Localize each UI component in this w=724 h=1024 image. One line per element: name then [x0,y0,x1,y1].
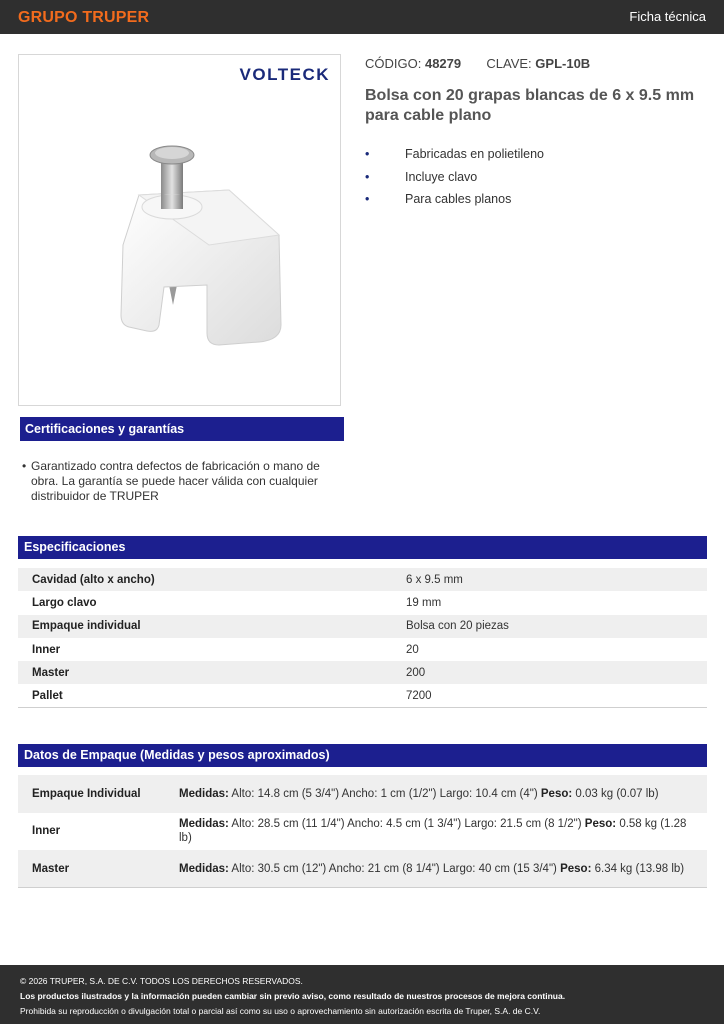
product-code-line [365,56,590,71]
table-row: Inner 20 [32,643,419,656]
certifications-text: • Garantizado contra defectos de fabricación o mano de obra. La garantía se puede hacer válida con cualquier distribuidor de TRUPER [22,459,320,503]
product-image [109,135,309,355]
table-row: Pallet 7200 [18,684,707,707]
table-row: Cavidad (alto x ancho) 6 x 9.5 mm [18,568,707,591]
top-bar [0,0,724,34]
code-label: CÓDIGO: [365,56,422,71]
footer [0,965,724,1024]
product-key: GPL-10B [535,56,591,71]
table-row: Master Medidas: Alto: 30.5 cm (12") Ancho: 21 cm (8 1/4") Largo: 40 cm (15 3/4") Peso: 6.34 kg (13.98 lb) [18,850,707,888]
table-row: Master 200 [18,661,707,684]
feature-list [365,146,544,214]
feature-item: • Incluye clavo [365,169,478,184]
footer-copyright: © 2026 TRUPER, S.A. DE C.V. TODOS LOS DERECHOS RESERVADOS. [20,976,303,986]
table-row: Empaque individual Bolsa con 20 piezas [18,615,707,638]
key-label: CLAVE: [486,56,532,71]
product-image-box [18,54,341,406]
table-row: Inner Medidas: Alto: 28.5 cm (11 1/4") Ancho: 4.5 cm (1 3/4") Largo: 21.5 cm (8 1/2") Peso: 0.58 kg (1.28 lb) [32,818,687,845]
feature-item: • Para cables planos [365,192,512,206]
footer-notice: Los productos ilustrados y la información pueden cambiar sin previo aviso, como resultado de nuestros procesos de mejora continua. [20,991,566,1001]
product-title: Bolsa con 20 grapas blancas de 6 x 9.5 mm para cable plano [365,87,695,124]
footer-legal: Prohibida su reproducción o divulgación total o parcial así como su uso o aprovechamiento sin autorización escrita de Truper, S.A. de C.V. [20,1006,541,1016]
feature-item: • Fabricadas en polietileno [365,147,544,161]
certifications-header: Certificaciones y garantías [20,417,344,441]
table-row: Largo clavo 19 mm [32,596,442,609]
packaging-table [18,775,707,888]
specs-header: Especificaciones [18,536,707,559]
brand-logo: GRUPO TRUPER [18,9,150,26]
sheet-type-label: Ficha técnica [629,9,706,24]
product-code: 48279 [424,56,462,71]
table-row: Empaque Individual Medidas: Alto: 14.8 cm (5 3/4") Ancho: 1 cm (1/2") Largo: 10.4 cm (4") Peso: 0.03 kg (0.07 lb) [18,775,707,813]
specs-table [18,568,707,708]
packaging-header: Datos de Empaque (Medidas y pesos aproximados) [18,744,707,767]
volteck-logo: VOLTECK [239,65,330,84]
